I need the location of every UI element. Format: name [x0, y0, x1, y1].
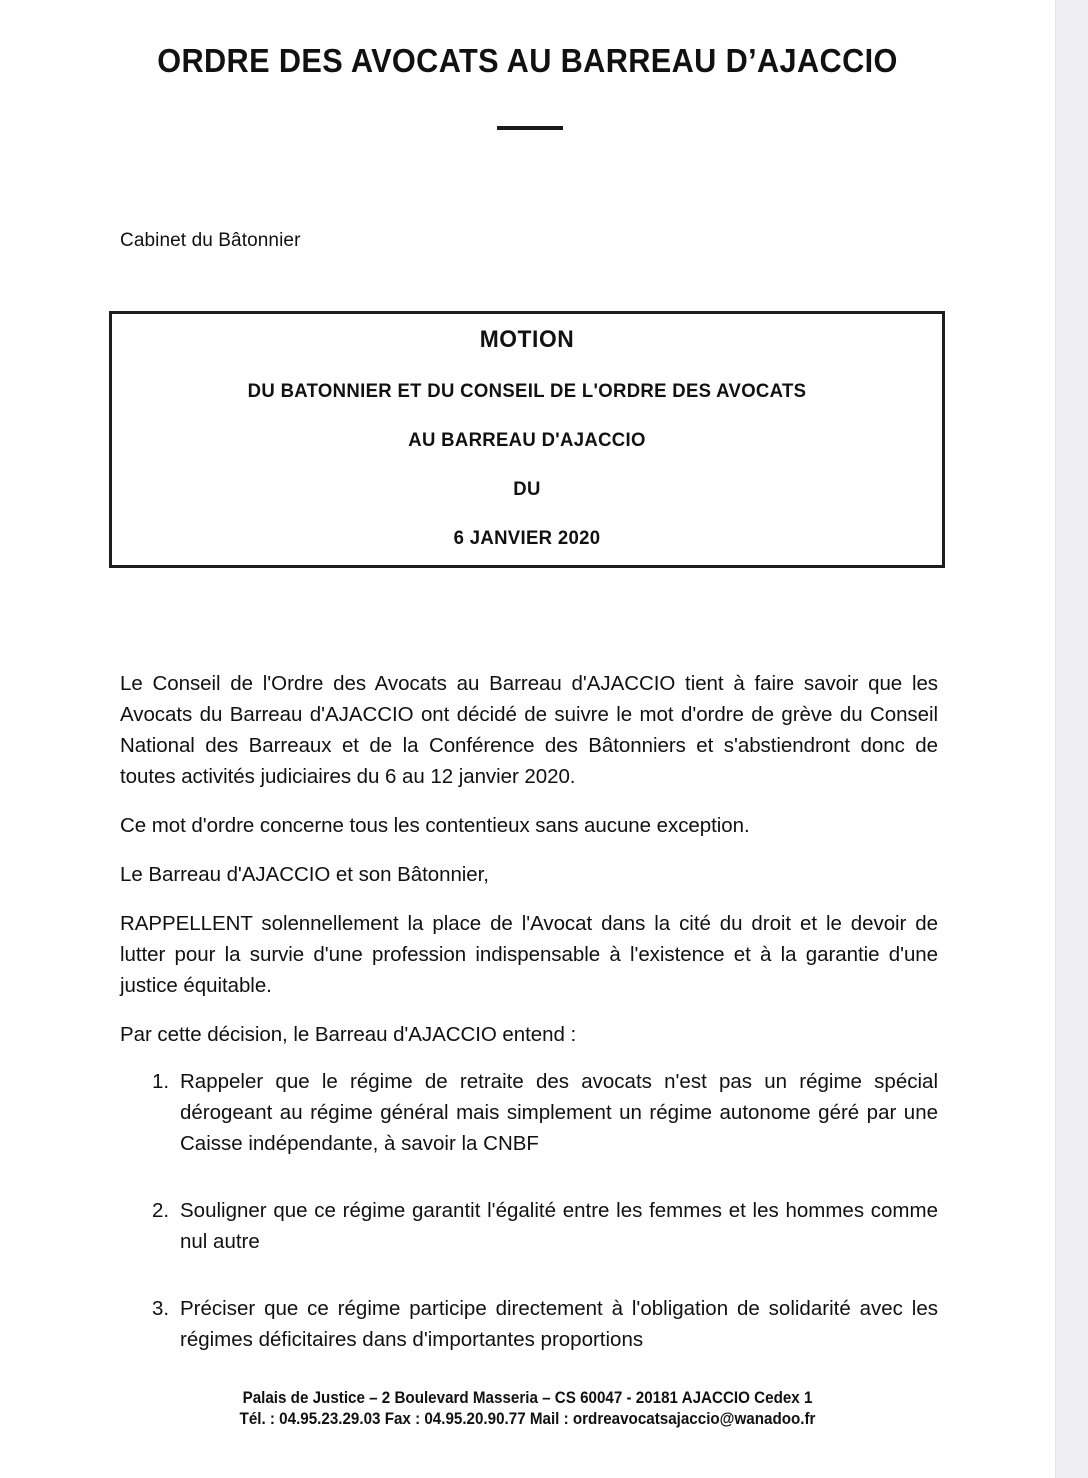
body-paragraph-4: RAPPELLENT solennellement la place de l'Avocat dans la cité du droit et le devoir de lutter pour la survie d'une profession indispensable à l'existence et à la garantie d'une justice équitable.	[120, 912, 938, 997]
motion-subtitle-bar: AU BARREAU D'AJACCIO	[408, 429, 646, 451]
body-paragraph-5-list-intro: Par cette décision, le Barreau d'AJACCIO entend :	[120, 1023, 577, 1046]
footer-address: Palais de Justice – 2 Boulevard Masseria – CS 60047 - 20181 AJACCIO Cedex 1	[242, 1389, 813, 1407]
motion-subtitle-authority: DU BATONNIER ET DU CONSEIL DE L'ORDRE DES AVOCATS	[247, 380, 807, 402]
footer-contact: Tél. : 04.95.23.29.03 Fax : 04.95.20.90.77 Mail : ordreavocatsajaccio@wanadoo.fr	[239, 1410, 816, 1428]
motion-heading-box	[109, 311, 945, 568]
document-body	[120, 668, 938, 1355]
cabinet-label: Cabinet du Bâtonnier	[120, 230, 301, 251]
motion-title: MOTION	[479, 326, 575, 353]
page-right-gutter	[1055, 0, 1088, 1478]
motion-demands-list	[120, 1066, 938, 1355]
list-item-text: Rappeler que le régime de retraite des avocats n'est pas un régime spécial dérogeant au régime général mais simplement un régime autonome géré par une Caisse indépendante, à savoir la CNBF	[180, 1070, 938, 1155]
body-paragraph-1: Le Conseil de l'Ordre des Avocats au Barreau d'AJACCIO tient à faire savoir que les Avocats du Barreau d'AJACCIO ont décidé de suivre le mot d'ordre de grève du Conseil National des Barreaux et de la Conférence des Bâtonniers et s'abstiendront donc de toutes activités judiciaires du 6 au 12 janvier 2020.	[120, 672, 938, 788]
body-paragraph-3: Le Barreau d'AJACCIO et son Bâtonnier,	[120, 863, 489, 886]
list-item-text: Préciser que ce régime participe directement à l'obligation de solidarité avec les régimes déficitaires dans d'importantes proportions	[180, 1297, 938, 1351]
motion-date: 6 JANVIER 2020	[453, 527, 601, 549]
letterhead-title: ORDRE DES AVOCATS AU BARREAU D’AJACCIO	[157, 42, 898, 79]
motion-date-preposition: DU	[513, 478, 541, 500]
list-item	[120, 1066, 938, 1159]
page-footer	[0, 1388, 1055, 1430]
list-item-number: 2.	[152, 1199, 170, 1222]
title-divider-rule	[497, 126, 563, 130]
list-item-number: 1.	[152, 1070, 170, 1093]
list-item-number: 3.	[152, 1297, 170, 1320]
list-item-text: Souligner que ce régime garantit l'égalité entre les femmes et les hommes comme nul autre	[180, 1199, 938, 1253]
list-item	[120, 1195, 938, 1257]
list-item	[120, 1293, 938, 1355]
body-paragraph-2: Ce mot d'ordre concerne tous les contentieux sans aucune exception.	[120, 814, 750, 837]
